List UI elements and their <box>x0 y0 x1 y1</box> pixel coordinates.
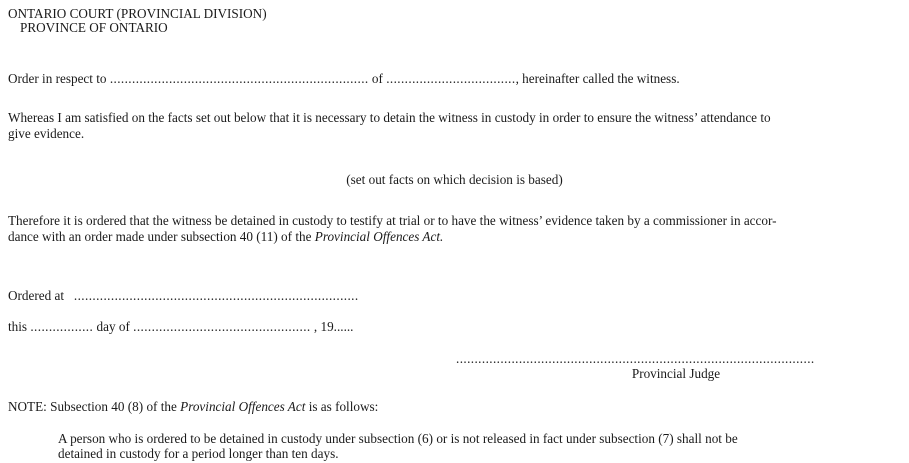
note-quote-line-2: detained in custody for a period longer than ten days. <box>58 446 339 461</box>
signature-title: Provincial Judge <box>631 366 721 381</box>
whereas-line-2: give evidence. <box>8 126 85 141</box>
province-name: PROVINCE OF ONTARIO <box>20 20 168 35</box>
note-line <box>8 399 378 415</box>
therefore-line-1: Therefore it is ordered that the witness be detained in custody to testify at trial or to have the witness’ evidence taken by a commissioner in accor- <box>8 213 777 228</box>
order-line <box>8 71 680 87</box>
court-name: ONTARIO COURT (PROVINCIAL DIVISION) <box>8 6 267 21</box>
act-name: Provincial Offences Act. <box>314 229 444 244</box>
therefore-line-2 <box>8 229 443 245</box>
witness-name-blank[interactable]: ...................................................................... <box>109 71 369 86</box>
order-lead-text: Order in respect to <box>8 71 107 86</box>
ordered-at-line <box>8 288 359 304</box>
note-quote-line-1: A person who is ordered to be detained in custody under subsection (6) or is not released in fact under subsection (7) shall not be <box>58 431 738 446</box>
note-trail: is as follows: <box>308 399 379 414</box>
therefore-line-2-text: dance with an order made under subsection 40 (11) of the <box>8 229 312 244</box>
ordered-at-label: Ordered at <box>8 288 65 303</box>
note-lead: NOTE: Subsection 40 (8) of the <box>8 399 177 414</box>
ordered-at-blank[interactable]: ............................................................................. <box>73 288 359 303</box>
facts-instruction: (set out facts on which decision is based) <box>346 172 563 187</box>
signature-blank[interactable]: ................................................................................................. <box>456 351 815 366</box>
witness-address-blank[interactable]: ................................... <box>386 71 516 86</box>
day-of-text: day of <box>96 319 130 334</box>
of-text: of <box>371 71 383 86</box>
date-line <box>8 319 353 335</box>
this-text: this <box>8 319 28 334</box>
whereas-line-1: Whereas I am satisfied on the facts set out below that it is necessary to detain the witness in custody in order to ensure the witness’ attendance to <box>8 110 771 125</box>
year-blank[interactable]: , 19...... <box>313 319 354 334</box>
month-blank[interactable]: ................................................ <box>133 319 311 334</box>
note-act-name: Provincial Offences Act <box>180 399 306 414</box>
day-blank[interactable]: ................. <box>30 319 94 334</box>
order-trail-text: , hereinafter called the witness. <box>515 71 680 86</box>
